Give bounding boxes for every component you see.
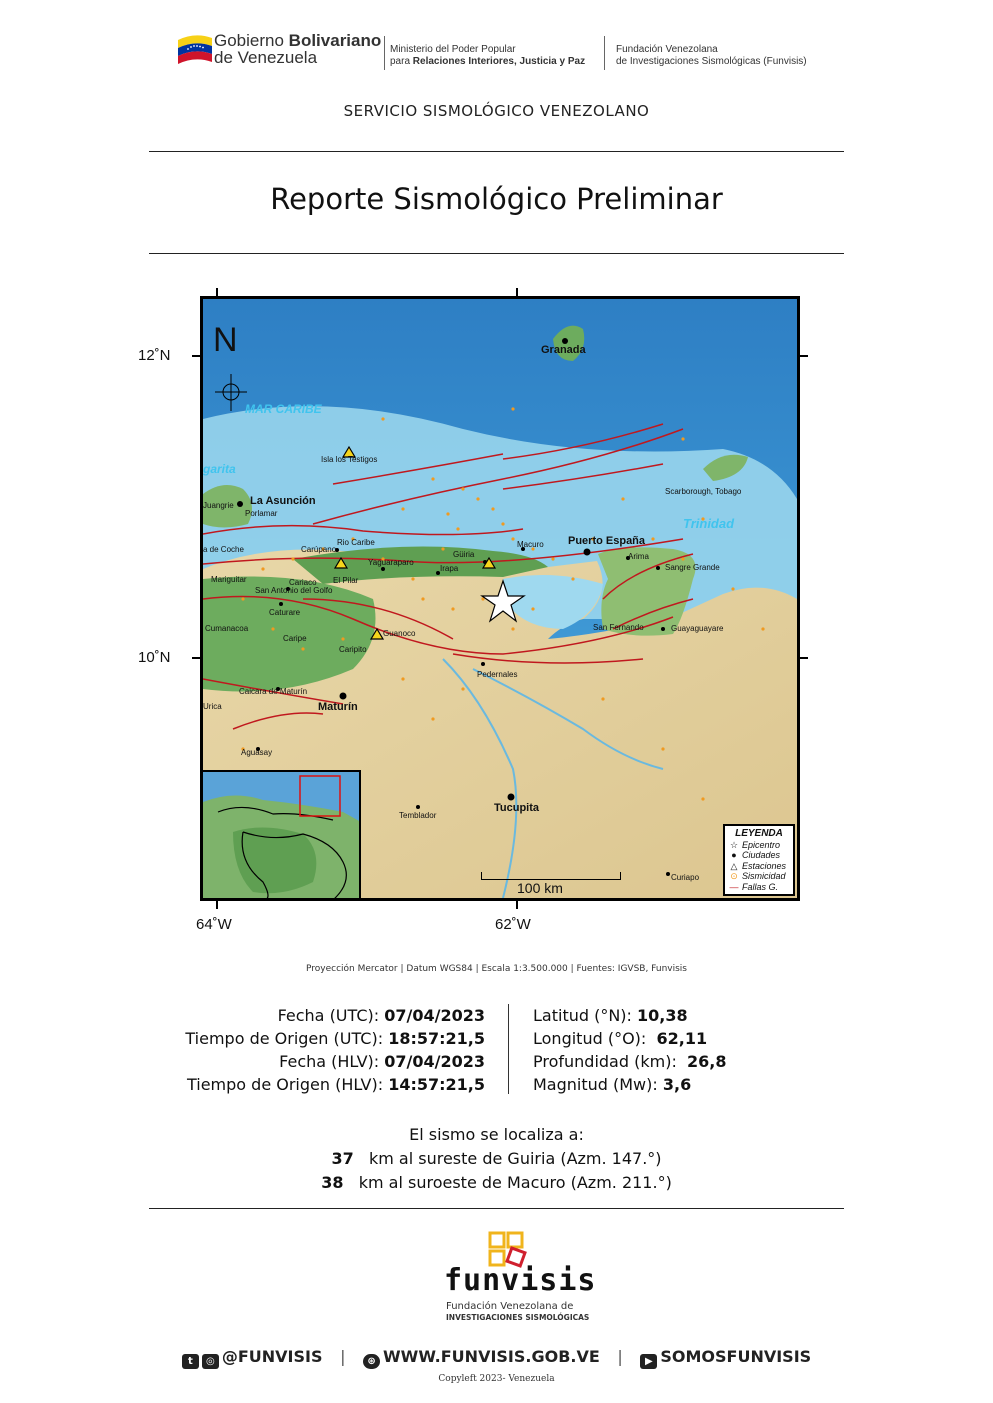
city-caripito: Caripito: [339, 645, 367, 654]
social-handle-link[interactable]: @FUNVISIS: [221, 1347, 323, 1366]
city-el-pilar: El Pilar: [333, 576, 359, 585]
website-link[interactable]: WWW.FUNVISIS.GOB.VE: [383, 1347, 600, 1366]
gov-line1-b: Bolivariano: [288, 31, 382, 50]
city-mariguitar: Mariguitar: [211, 575, 247, 584]
ministry-line2-a: para: [390, 56, 411, 67]
report-time-block: [130, 1004, 485, 1096]
city-cumanacoa: Cumanacoa: [205, 624, 249, 633]
axis-tick: [192, 355, 200, 357]
axis-tick: [216, 288, 218, 296]
city-rio-caribe: Rio Caribe: [337, 538, 375, 547]
city-la-asuncion: La Asunción: [250, 495, 316, 507]
distance-1-text: km al sureste de Guiria (Azm. 147.°): [368, 1149, 662, 1168]
ministry-name: [390, 44, 585, 68]
fecha-hlv-label: Fecha (HLV):: [279, 1052, 380, 1071]
city-caturare: Caturare: [269, 608, 301, 617]
legend-row: [729, 840, 789, 851]
gov-line2: de Venezuela: [214, 48, 318, 67]
copyleft-note: Copyleft 2023- Venezuela: [438, 1374, 555, 1384]
header: [170, 22, 830, 82]
dot-icon: ●: [731, 850, 737, 860]
city-granada: Granada: [541, 344, 586, 356]
youtube-icon[interactable]: ▶: [640, 1354, 657, 1369]
projection-note: Proyección Mercator | Datum WGS84 | Escala 1:3.500.000 | Fuentes: IGVSB, Funvisis: [306, 964, 687, 974]
location-block: [0, 1123, 993, 1195]
divider-line: [149, 151, 844, 152]
city-juangriego: Juangrie: [203, 501, 234, 510]
city-temblador: Temblador: [399, 811, 437, 820]
globe-icon: ⊛: [363, 1354, 380, 1369]
city-yaguaraparo: Yaguaraparo: [368, 558, 414, 567]
funvisis-subtitle-bold: INVESTIGACIONES SISMOLÓGICAS: [446, 1313, 590, 1322]
city-scarborough: Scarborough, Tobago: [665, 487, 742, 496]
longitud-value: 62,11: [656, 1029, 708, 1048]
sea-label-mar-caribe: MAR CARIBE: [245, 402, 322, 416]
fundacion-line2: de Investigaciones Sismológicas (Funvisis): [616, 56, 807, 67]
origen-hlv-value: 14:57:21,5: [388, 1075, 485, 1094]
city-tucupita: Tucupita: [494, 802, 540, 814]
latitud-label: Latitud (°N):: [533, 1006, 632, 1025]
map-legend: [723, 824, 795, 896]
city-curiapo: Curiapo: [671, 873, 700, 882]
header-divider: [604, 36, 605, 70]
funvisis-subtitle: Fundación Venezolana de: [446, 1301, 574, 1312]
triangle-icon: △: [730, 860, 738, 871]
city-guanoco: Guanoco: [383, 629, 416, 638]
locator-inset-map: [203, 770, 361, 898]
circle-icon: ⊙: [730, 871, 738, 881]
axis-tick: [800, 355, 808, 357]
scale-bar: [481, 872, 621, 880]
city-caicara-de-maturin: Caicara de Maturín: [239, 687, 308, 696]
page-title: Reporte Sismológico Preliminar: [270, 182, 723, 216]
legend-row: [729, 871, 789, 882]
longitud-label: Longitud (°O):: [533, 1029, 647, 1048]
city-cariaco: Cariaco: [289, 578, 317, 587]
distance-2-text: km al suroeste de Macuro (Azm. 211.°): [358, 1173, 672, 1192]
lat-label-12n: 12˚N: [138, 347, 171, 364]
scale-label: 100 km: [517, 880, 563, 896]
seismic-map: [130, 285, 830, 945]
fundacion-name: [616, 44, 807, 68]
origen-hlv-label: Tiempo de Origen (HLV):: [186, 1075, 384, 1094]
ministry-line2-b: Relaciones Interiores, Justicia y Paz: [412, 56, 586, 67]
city-guiria: Güiria: [453, 550, 475, 559]
city-aguasay: Aguasay: [241, 748, 273, 757]
header-divider: [384, 36, 385, 70]
magnitud-value: 3,6: [662, 1075, 692, 1094]
origen-utc-label: Tiempo de Origen (UTC):: [185, 1029, 384, 1048]
city-porlamar: Porlamar: [245, 509, 278, 518]
map-frame: [200, 296, 800, 901]
lon-label-64w: 64˚W: [196, 916, 232, 933]
city-irapa: Irapa: [440, 564, 459, 573]
gov-line1-a: Gobierno: [214, 31, 284, 50]
legend-item: Epicentro: [742, 839, 781, 850]
legend-row: [729, 850, 789, 861]
legend-item: Sismicidad: [742, 871, 786, 881]
social-separator: |: [340, 1347, 346, 1366]
ministry-line1: Ministerio del Poder Popular: [390, 44, 516, 55]
origen-utc-value: 18:57:21,5: [388, 1029, 485, 1048]
city-macuro: Macuro: [517, 540, 544, 549]
magnitud-label: Magnitud (Mw):: [533, 1075, 658, 1094]
social-separator: |: [617, 1347, 623, 1366]
city-san-fernando: San Fernando: [593, 623, 644, 632]
axis-tick: [800, 657, 808, 659]
venezuela-flag-logo: [176, 30, 214, 66]
city-arima: Arima: [628, 552, 649, 561]
divider-line: [149, 1208, 844, 1209]
legend-row: [729, 882, 789, 893]
funvisis-wordmark: funvisis: [444, 1263, 597, 1298]
city-san-antonio-del-golfo: San Antonio del Golfo: [255, 586, 333, 595]
service-name: SERVICIO SISMOLÓGICO VENEZOLANO: [343, 102, 650, 120]
city-pedernales: Pedernales: [477, 670, 518, 679]
axis-tick: [516, 901, 518, 909]
lat-label-10n: 10˚N: [138, 649, 171, 666]
report-location-block: [533, 1004, 833, 1096]
city-caripe: Caripe: [283, 634, 307, 643]
profundidad-value: 26,8: [687, 1052, 727, 1071]
youtube-link[interactable]: SOMOSFUNVISIS: [660, 1347, 812, 1366]
city-urica: Urica: [203, 702, 222, 711]
star-icon: ☆: [729, 839, 739, 850]
distance-2-km: 38: [321, 1173, 344, 1192]
axis-tick: [516, 288, 518, 296]
city-isla-testigos: Isla los Testigos: [321, 455, 378, 464]
city-puerto-espana: Puerto España: [568, 535, 646, 547]
social-links: [0, 1347, 993, 1369]
fecha-hlv-value: 07/04/2023: [384, 1052, 485, 1071]
legend-item: Ciudades: [742, 850, 781, 860]
legend-item: Fallas G.: [742, 881, 779, 892]
legend-row: [729, 861, 789, 872]
axis-tick: [192, 657, 200, 659]
twitter-icon[interactable]: t: [182, 1354, 199, 1369]
fecha-utc-label: Fecha (UTC):: [277, 1006, 380, 1025]
legend-item: Estaciones: [742, 860, 787, 871]
government-name: [214, 32, 381, 66]
divider-line: [149, 253, 844, 254]
lon-label-62w: 62˚W: [495, 916, 531, 933]
legend-title: LEYENDA: [735, 828, 783, 839]
inset-canvas: [203, 772, 361, 898]
profundidad-label: Profundidad (km):: [533, 1052, 677, 1071]
latitud-value: 10,38: [637, 1006, 688, 1025]
data-divider: [508, 1004, 509, 1094]
fundacion-line1: Fundación Venezolana: [616, 44, 718, 55]
city-sangre-grande: Sangre Grande: [665, 563, 720, 572]
north-label: N: [213, 321, 238, 359]
location-intro: El sismo se localiza a:: [409, 1125, 584, 1144]
distance-1-km: 37: [331, 1149, 354, 1168]
city-coche: a de Coche: [203, 545, 244, 554]
instagram-icon[interactable]: ◎: [202, 1354, 219, 1369]
city-maturin: Maturín: [318, 701, 358, 713]
sea-label-trinidad: Trinidad: [683, 516, 735, 531]
city-guayaguayare: Guayaguayare: [671, 624, 724, 633]
axis-tick: [216, 901, 218, 909]
line-icon: —: [729, 881, 739, 892]
city-carupano: Carúpano: [301, 545, 337, 554]
fecha-utc-value: 07/04/2023: [384, 1006, 485, 1025]
sea-label-margarita: garita: [203, 462, 236, 476]
